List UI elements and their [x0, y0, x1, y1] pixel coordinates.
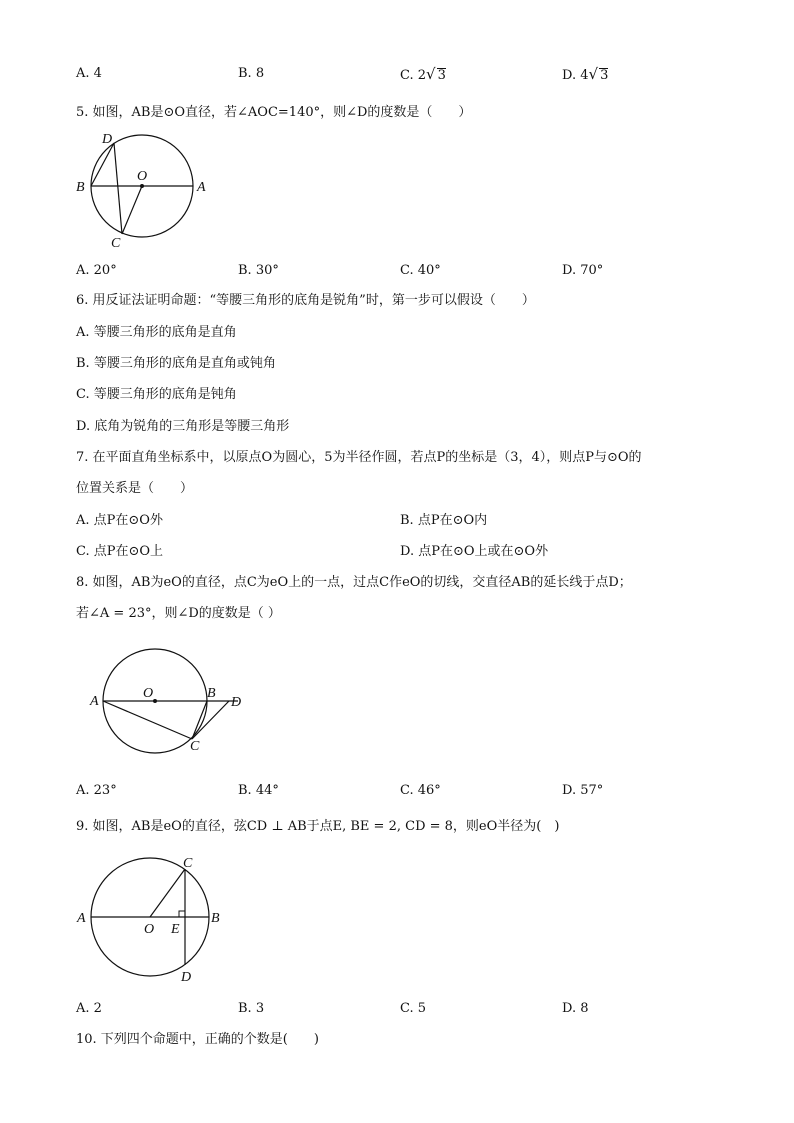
q5-label-o: O [137, 169, 148, 184]
q9-label-e: E [171, 922, 180, 937]
q5-figure [70, 128, 220, 252]
q8-option-c: C. 46° [400, 783, 441, 798]
q9-option-c: C. 5 [400, 1001, 427, 1016]
q8-option-b: B. 44° [238, 783, 279, 798]
q8-option-a: A. 23° [76, 783, 117, 798]
q8-label-c: C [190, 739, 200, 754]
q5-option-b: B. 30° [238, 263, 279, 278]
q8-question-line1: 8. 如图，AB为eO的直径，点C为eO上的一点，过点C作eO的切线，交直径AB的延长线于点D； [76, 575, 632, 590]
q8-question-line2: 若∠A = 23°，则∠D的度数是（ ） [76, 606, 281, 621]
q9-label-b: B [211, 911, 220, 926]
q9-label-d: D [181, 970, 192, 985]
q8-label-a: A [90, 694, 99, 709]
q8-figure [86, 645, 256, 755]
q6-option-c: C. 等腰三角形的底角是钝角 [76, 387, 237, 402]
q9-option-d: D. 8 [562, 1001, 589, 1016]
q7-question-line1: 7. 在平面直角坐标系中，以原点O为圆心，5为半径作圆，若点P的坐标是（3，4），则点P与⊙O的 [76, 450, 642, 465]
q9-label-o: O [144, 922, 155, 937]
q5-option-a: A. 20° [76, 263, 117, 278]
q9-label-a: A [77, 911, 86, 926]
q7-option-d: D. 点P在⊙O上或在⊙O外 [400, 544, 549, 559]
q4-option-c-prefix: C. 2 [400, 68, 427, 83]
q5-label-c: C [111, 236, 121, 251]
q8-label-d: D [231, 695, 242, 710]
q9-question-text: 9. 如图，AB是eO的直径，弦CD ⊥ AB于点E, BE = 2, CD = 8，则eO半径为( ) [76, 819, 560, 834]
q9-option-b: B. 3 [238, 1001, 265, 1016]
q5-label-d: D [102, 132, 113, 147]
q10-question-text: 10. 下列四个命题中，正确的个数是( ) [76, 1032, 319, 1047]
q7-option-b: B. 点P在⊙O内 [400, 513, 488, 528]
q6-option-a: A. 等腰三角形的底角是直角 [76, 325, 237, 340]
q4-option-c: C. 2√ 3 [400, 65, 446, 83]
q7-question-line2: 位置关系是（ ） [76, 481, 194, 496]
q4-option-b: B. 8 [238, 66, 265, 81]
q8-option-d: D. 57° [562, 783, 604, 798]
q9-label-c: C [183, 856, 193, 871]
q5-question-text: 5. 如图，AB是⊙O直径，若∠AOC=140°，则∠D的度数是（ ） [76, 105, 472, 120]
q4-option-d: D. 4√ 3 [562, 65, 609, 83]
q5-label-b: B [76, 180, 85, 195]
q6-option-d: D. 底角为锐角的三角形是等腰三角形 [76, 419, 290, 434]
q8-label-b: B [207, 686, 216, 701]
q4-option-c-radicand: 3 [437, 68, 446, 83]
q9-figure [74, 852, 234, 988]
q5-option-c: C. 40° [400, 263, 441, 278]
q6-question-text: 6. 用反证法证明命题：“等腰三角形的底角是锐角”时，第一步可以假设（ ） [76, 293, 535, 308]
q4-option-d-radicand: 3 [600, 68, 609, 83]
q5-label-a: A [197, 180, 206, 195]
q9-option-a: A. 2 [76, 1001, 102, 1016]
q8-label-o: O [143, 686, 154, 701]
q4-option-d-prefix: D. 4 [562, 68, 589, 83]
q6-option-b: B. 等腰三角形的底角是直角或钝角 [76, 356, 276, 371]
q7-option-a: A. 点P在⊙O外 [76, 513, 163, 528]
q5-option-d: D. 70° [562, 263, 604, 278]
q7-option-c: C. 点P在⊙O上 [76, 544, 164, 559]
q4-option-a: A. 4 [76, 66, 102, 81]
